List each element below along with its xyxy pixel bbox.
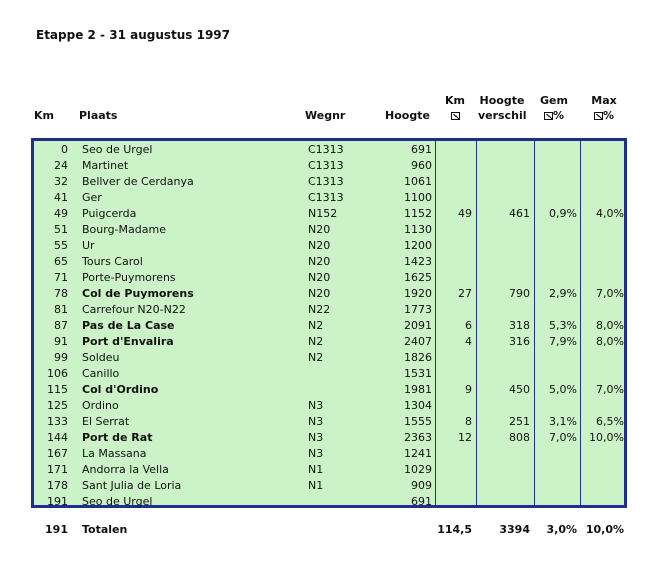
row-km2: 49 — [458, 207, 472, 220]
row-plaats: Ordino — [82, 399, 119, 412]
row-hoogte: 2363 — [404, 431, 432, 444]
header-max-unit: % — [602, 109, 615, 122]
row-hoogte: 1625 — [404, 271, 432, 284]
row-wegnr: C1313 — [308, 143, 344, 156]
row-verschil: 790 — [509, 287, 530, 300]
row-plaats: Porte-Puymorens — [82, 271, 176, 284]
row-km: 99 — [54, 351, 68, 364]
row-verschil: 450 — [509, 383, 530, 396]
row-wegnr: N2 — [308, 335, 324, 348]
row-hoogte: 1920 — [404, 287, 432, 300]
row-km: 81 — [54, 303, 68, 316]
row-plaats: Bellver de Cerdanya — [82, 175, 194, 188]
table-row — [34, 254, 624, 270]
table-row — [34, 350, 624, 366]
row-km: 32 — [54, 175, 68, 188]
row-hoogte: 1130 — [404, 223, 432, 236]
row-wegnr: N3 — [308, 447, 324, 460]
row-km: 87 — [54, 319, 68, 332]
table-row — [34, 286, 624, 302]
row-gem: 3,1% — [549, 415, 577, 428]
row-plaats: La Massana — [82, 447, 147, 460]
row-gem: 0,9% — [549, 207, 577, 220]
row-plaats: Port d'Envalira — [82, 335, 174, 348]
row-hoogte: 1773 — [404, 303, 432, 316]
row-plaats: El Serrat — [82, 415, 130, 428]
header-gem — [537, 93, 571, 123]
row-plaats: Sant Julia de Loria — [82, 479, 182, 492]
row-plaats: Carrefour N20-N22 — [82, 303, 186, 316]
row-plaats: Port de Rat — [82, 431, 153, 444]
row-plaats: Tours Carol — [82, 255, 143, 268]
table-row — [34, 142, 624, 158]
row-hoogte: 1981 — [404, 383, 432, 396]
row-hoogte: 1555 — [404, 415, 432, 428]
header-hoogte-verschil — [478, 93, 526, 123]
row-hoogte: 1061 — [404, 175, 432, 188]
totals-max: 10,0% — [585, 523, 624, 536]
row-gem: 5,3% — [549, 319, 577, 332]
totals-label: Totalen — [82, 523, 128, 536]
table-row — [34, 302, 624, 318]
header-hoogte: Hoogte — [385, 109, 430, 122]
header-km2 — [444, 93, 466, 123]
row-km: 41 — [54, 191, 68, 204]
row-wegnr: N1 — [308, 479, 324, 492]
row-verschil: 251 — [509, 415, 530, 428]
header-gem-label: Gem — [540, 94, 568, 107]
totals-verschil: 3394 — [499, 523, 530, 536]
row-hoogte: 1423 — [404, 255, 432, 268]
row-wegnr: N2 — [308, 319, 324, 332]
slope-icon — [544, 112, 553, 120]
row-plaats: Col de Puymorens — [82, 287, 194, 300]
row-hoogte: 1029 — [404, 463, 432, 476]
table-row — [34, 446, 624, 462]
row-plaats: Ur — [82, 239, 95, 252]
row-plaats: Puigcerda — [82, 207, 137, 220]
totals-row — [31, 522, 627, 538]
row-max: 4,0% — [596, 207, 624, 220]
totals-km: 191 — [45, 523, 68, 536]
row-gem: 7,9% — [549, 335, 577, 348]
totals-gem: 3,0% — [546, 523, 577, 536]
row-hoogte: 1531 — [404, 367, 432, 380]
row-km: 71 — [54, 271, 68, 284]
header-wegnr: Wegnr — [305, 109, 346, 122]
header-max-label: Max — [591, 94, 617, 107]
row-wegnr: N20 — [308, 239, 331, 252]
table-row — [34, 318, 624, 334]
row-km2: 4 — [465, 335, 472, 348]
table-row — [34, 414, 624, 430]
table-row — [34, 478, 624, 494]
header-gem-unit: % — [552, 109, 565, 122]
row-wegnr: N2 — [308, 351, 324, 364]
row-km2: 6 — [465, 319, 472, 332]
header-plaats: Plaats — [79, 109, 118, 122]
table-row — [34, 398, 624, 414]
row-plaats: Andorra la Vella — [82, 463, 169, 476]
page-title: Etappe 2 - 31 augustus 1997 — [36, 28, 231, 42]
row-km: 167 — [47, 447, 68, 460]
row-max: 8,0% — [596, 319, 624, 332]
totals-km2: 114,5 — [437, 523, 472, 536]
table-row — [34, 334, 624, 350]
row-max: 7,0% — [596, 287, 624, 300]
row-wegnr: N3 — [308, 431, 324, 444]
row-wegnr: N20 — [308, 255, 331, 268]
row-km: 55 — [54, 239, 68, 252]
row-km: 133 — [47, 415, 68, 428]
row-hoogte: 2091 — [404, 319, 432, 332]
row-hoogte: 909 — [411, 479, 432, 492]
row-wegnr: N1 — [308, 463, 324, 476]
row-plaats: Ger — [82, 191, 102, 204]
table-row — [34, 462, 624, 478]
row-gem: 5,0% — [549, 383, 577, 396]
row-hoogte: 1304 — [404, 399, 432, 412]
table-row — [34, 238, 624, 254]
table-row — [34, 222, 624, 238]
table-row — [34, 366, 624, 382]
row-km: 91 — [54, 335, 68, 348]
table-row — [34, 190, 624, 206]
table-row — [34, 382, 624, 398]
table-row — [34, 430, 624, 446]
row-hoogte: 1200 — [404, 239, 432, 252]
row-km: 115 — [47, 383, 68, 396]
row-gem: 2,9% — [549, 287, 577, 300]
row-km2: 9 — [465, 383, 472, 396]
row-hoogte: 1100 — [404, 191, 432, 204]
row-wegnr: N3 — [308, 399, 324, 412]
row-gem: 7,0% — [549, 431, 577, 444]
row-km: 125 — [47, 399, 68, 412]
row-hoogte: 960 — [411, 159, 432, 172]
row-verschil: 316 — [509, 335, 530, 348]
row-plaats: Martinet — [82, 159, 129, 172]
row-km: 144 — [47, 431, 68, 444]
row-km2: 27 — [458, 287, 472, 300]
row-km: 78 — [54, 287, 68, 300]
row-max: 7,0% — [596, 383, 624, 396]
row-km: 24 — [54, 159, 68, 172]
row-plaats: Seo de Urgel — [82, 495, 153, 508]
row-hoogte: 1152 — [404, 207, 432, 220]
slope-icon — [594, 112, 603, 120]
row-hoogte: 2407 — [404, 335, 432, 348]
row-verschil: 808 — [509, 431, 530, 444]
header-km2-label: Km — [445, 94, 465, 107]
row-wegnr: C1313 — [308, 175, 344, 188]
row-plaats: Soldeu — [82, 351, 120, 364]
row-km: 106 — [47, 367, 68, 380]
row-km2: 8 — [465, 415, 472, 428]
row-km: 171 — [47, 463, 68, 476]
row-plaats: Bourg-Madame — [82, 223, 166, 236]
row-km: 0 — [61, 143, 68, 156]
table-row — [34, 494, 624, 510]
table-row — [34, 174, 624, 190]
row-verschil: 461 — [509, 207, 530, 220]
row-plaats: Pas de La Case — [82, 319, 175, 332]
row-hoogte: 1826 — [404, 351, 432, 364]
row-wegnr: C1313 — [308, 191, 344, 204]
row-wegnr: N20 — [308, 271, 331, 284]
row-plaats: Seo de Urgel — [82, 143, 153, 156]
row-wegnr: N22 — [308, 303, 331, 316]
row-hoogte: 691 — [411, 143, 432, 156]
table-row — [34, 270, 624, 286]
header-km: Km — [34, 109, 54, 122]
slope-icon — [451, 112, 460, 120]
table-row — [34, 206, 624, 222]
row-wegnr: N20 — [308, 223, 331, 236]
header-hoogte-verschil-line1: Hoogte — [479, 94, 525, 107]
row-wegnr: N3 — [308, 415, 324, 428]
row-wegnr: C1313 — [308, 159, 344, 172]
row-km: 49 — [54, 207, 68, 220]
row-km: 191 — [47, 495, 68, 508]
header-max — [587, 93, 621, 123]
row-verschil: 318 — [509, 319, 530, 332]
row-plaats: Canillo — [82, 367, 120, 380]
table-row — [34, 158, 624, 174]
row-max: 6,5% — [596, 415, 624, 428]
row-km2: 12 — [458, 431, 472, 444]
header-hoogte-verschil-line2: verschil — [478, 109, 527, 122]
row-hoogte: 1241 — [404, 447, 432, 460]
row-plaats: Col d'Ordino — [82, 383, 159, 396]
row-hoogte: 691 — [411, 495, 432, 508]
row-wegnr: N20 — [308, 287, 331, 300]
row-km: 65 — [54, 255, 68, 268]
row-km: 51 — [54, 223, 68, 236]
route-table — [31, 138, 627, 508]
row-max: 10,0% — [589, 431, 624, 444]
row-max: 8,0% — [596, 335, 624, 348]
row-km: 178 — [47, 479, 68, 492]
row-wegnr: N152 — [308, 207, 338, 220]
